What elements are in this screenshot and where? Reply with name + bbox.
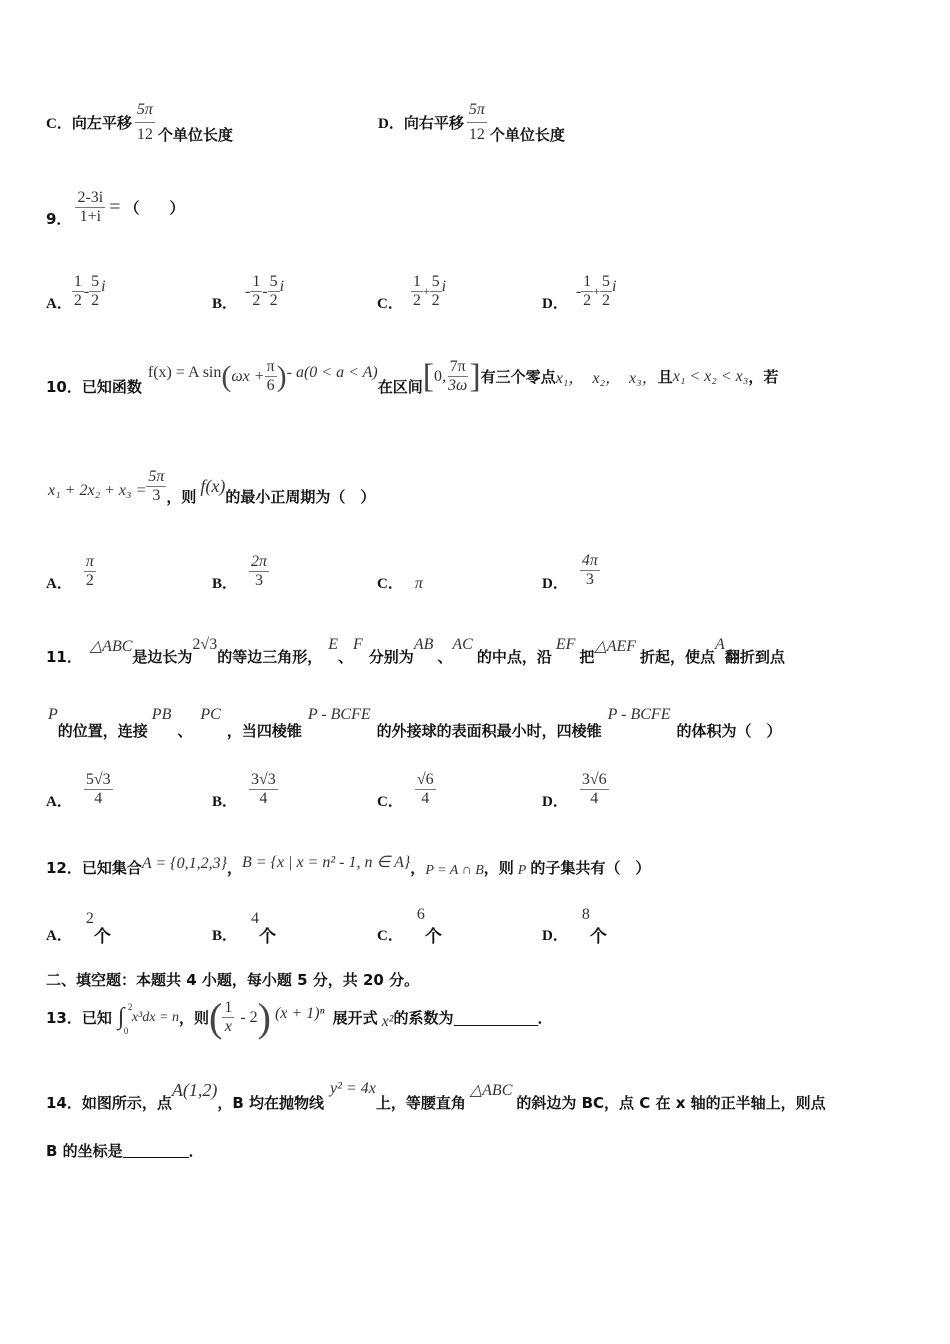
option-unit: 个 bbox=[424, 927, 442, 947]
option-label: A． bbox=[46, 928, 72, 944]
question-text: 的中点，沿 bbox=[476, 648, 552, 666]
option-label: B． bbox=[212, 296, 238, 312]
fraction: $\frac{5}{2}$ bbox=[269, 272, 278, 309]
fraction: $\frac{\pi}{6}$ bbox=[266, 357, 275, 394]
question-text: 的外接球的表面积最小时，四棱锥 bbox=[376, 722, 602, 740]
integral-upper-bound: 2 bbox=[127, 1001, 133, 1012]
answer-paren: （ ） bbox=[124, 199, 185, 217]
q10-option-c bbox=[377, 550, 423, 593]
operator: - bbox=[83, 282, 90, 300]
option-prefix: 向右平移 bbox=[403, 114, 464, 132]
q10-option-b bbox=[212, 550, 269, 593]
segment-pc: PC bbox=[200, 706, 221, 723]
fraction: $\frac{1}{2}$ bbox=[252, 272, 261, 309]
option-unit: 个 bbox=[259, 927, 277, 947]
question-9 bbox=[46, 186, 185, 229]
option-value: 2 bbox=[85, 910, 94, 927]
option-label: C． bbox=[377, 576, 403, 592]
question-number: 11． bbox=[46, 648, 82, 666]
fraction: $\frac{5}{2}$ bbox=[431, 272, 440, 309]
set-p: P = A ∩ B bbox=[425, 863, 484, 878]
question-text: 如图所示，点 bbox=[81, 1094, 172, 1112]
question-text: 翻折到点 bbox=[724, 648, 785, 666]
separator: ， bbox=[410, 858, 426, 877]
right-paren: ) bbox=[276, 359, 287, 393]
option-label: C． bbox=[377, 794, 403, 810]
question-text: 上，等腰直角 bbox=[375, 1094, 466, 1112]
fraction: $\frac{3√6}{4}$ bbox=[581, 770, 607, 807]
right-paren: ) bbox=[257, 995, 271, 1040]
question-number: 9． bbox=[46, 210, 72, 228]
q10-option-d bbox=[542, 548, 600, 593]
q12-option-a bbox=[46, 910, 111, 947]
point-a: A(1,2) bbox=[171, 1080, 218, 1100]
minus-two: - 2 bbox=[240, 1008, 258, 1026]
question-text: 有三个零点 bbox=[480, 368, 556, 386]
option-label: B． bbox=[212, 576, 238, 592]
period: ． bbox=[537, 1009, 553, 1027]
point-e: E bbox=[328, 636, 338, 653]
sign: - bbox=[575, 282, 582, 300]
left-bracket: [ bbox=[422, 357, 435, 395]
separator: 、 bbox=[338, 648, 354, 666]
fraction: $\frac{5\pi}{3}$ bbox=[148, 467, 165, 504]
question-text: 的位置，连接 bbox=[57, 722, 148, 740]
fraction: $\frac{5}{2}$ bbox=[91, 272, 100, 309]
question-text: 的等边三角形， bbox=[217, 648, 323, 666]
pyramid-p-bcfe: P - BCFE bbox=[307, 706, 371, 723]
q11-option-c bbox=[377, 768, 436, 811]
set-a: A = {0,1,2,3} bbox=[141, 855, 227, 872]
q11-option-b bbox=[212, 768, 278, 811]
fraction: $\frac{7\pi}{3\omega}$ bbox=[448, 357, 468, 394]
question-text: ，则 bbox=[483, 858, 514, 877]
parabola-equation: y² = 4x bbox=[330, 1080, 376, 1097]
function-argument: ωx + bbox=[231, 367, 265, 385]
option-label: A． bbox=[46, 296, 72, 312]
binomial-power: (x + 1)ⁿ bbox=[274, 1004, 325, 1022]
option-label: D． bbox=[542, 576, 568, 592]
zero-sum-equation: x₁ + 2x₂ + x₃ = bbox=[48, 481, 147, 499]
imaginary-unit: i bbox=[101, 277, 106, 295]
option-label: B． bbox=[212, 794, 238, 810]
question-text: 的系数为 bbox=[393, 1009, 454, 1027]
q12-option-d bbox=[542, 906, 607, 947]
term-x-squared: x² bbox=[381, 1012, 394, 1030]
fraction: $\frac{2\pi}{3}$ bbox=[251, 552, 268, 589]
fraction: $\frac{5√3}{4}$ bbox=[85, 770, 111, 807]
separator: ， bbox=[226, 858, 242, 877]
question-number: 12． bbox=[46, 858, 82, 877]
question-text: ，B 均在抛物线 bbox=[217, 1094, 325, 1112]
question-text: 已知集合 bbox=[81, 858, 142, 877]
set-b: B = {x | x = n² - 1, n ∈ A} bbox=[241, 854, 411, 871]
q11-option-d bbox=[542, 768, 609, 811]
question-text: 折起，使点 bbox=[640, 648, 716, 666]
question-text: 在区间 bbox=[377, 378, 423, 396]
question-text: 把 bbox=[579, 648, 595, 666]
left-paren: ( bbox=[221, 359, 232, 393]
q9-option-b bbox=[212, 270, 284, 313]
operator: + bbox=[593, 284, 600, 298]
question-text: 的斜边为 BC，点 C 在 x 轴的正半轴上，则点 bbox=[516, 1094, 826, 1112]
integral-sign: ∫ 2 0 bbox=[117, 1001, 133, 1036]
q9-option-a bbox=[46, 270, 106, 313]
option-label: D． bbox=[542, 928, 568, 944]
option-label: D． bbox=[542, 794, 568, 810]
pyramid-p-bcfe: P - BCFE bbox=[607, 706, 671, 723]
fraction: $\frac{\pi}{2}$ bbox=[85, 552, 94, 589]
option-suffix: 个单位长度 bbox=[489, 126, 565, 144]
section-heading: 二、填空题：本题共 4 小题，每小题 5 分，共 20 分。 bbox=[46, 971, 420, 989]
fraction: $\frac{4\pi}{3}$ bbox=[581, 551, 598, 588]
triangle-abc: △ABC bbox=[89, 638, 133, 655]
question-text: 分别为 bbox=[368, 648, 414, 666]
period: ． bbox=[188, 1142, 204, 1160]
option-label: C． bbox=[46, 116, 72, 132]
fraction: $\frac{5\pi}{12}$ bbox=[136, 100, 153, 143]
question-text: ，则 bbox=[178, 1009, 209, 1027]
zero-order-inequality: x₁ < x₂ < x₃ bbox=[672, 367, 749, 385]
answer-blank[interactable] bbox=[123, 1143, 189, 1158]
integral-lower-bound: 0 bbox=[123, 1025, 129, 1036]
question-13 bbox=[46, 994, 553, 1041]
fraction: $\frac{√6}{4}$ bbox=[416, 770, 434, 807]
option-label: C． bbox=[377, 296, 403, 312]
option-value: π bbox=[414, 574, 423, 592]
imaginary-unit: i bbox=[279, 277, 285, 295]
question-text: B 的坐标是 bbox=[46, 1142, 123, 1160]
separator: 、 bbox=[437, 648, 453, 666]
question-text: 的子集共有（ ） bbox=[530, 858, 651, 877]
question-11-line-2 bbox=[48, 706, 781, 741]
question-number: 13． bbox=[46, 1009, 82, 1027]
fraction: $\frac{1}{x}$ bbox=[224, 998, 233, 1035]
fraction: $\frac{2-3i}{1+i}$ bbox=[77, 188, 104, 225]
option-value: 4 bbox=[251, 910, 260, 927]
question-text: ，当四棱锥 bbox=[226, 722, 302, 740]
zero-x1: x₁， bbox=[555, 370, 585, 387]
side-length: 2√3 bbox=[192, 636, 218, 653]
option-label: D． bbox=[542, 296, 568, 312]
question-14-line-1 bbox=[46, 1080, 826, 1113]
question-text: 的体积为（ ） bbox=[676, 722, 782, 740]
fraction: $\frac{1}{2}$ bbox=[412, 272, 421, 309]
fraction: $\frac{1}{2}$ bbox=[583, 272, 592, 309]
option-label: D． bbox=[378, 116, 404, 132]
function-condition: - a(0 < a < A) bbox=[286, 363, 378, 381]
sign: - bbox=[245, 282, 251, 300]
imaginary-unit: i bbox=[611, 277, 617, 295]
segment-ac: AC bbox=[452, 636, 473, 653]
option-label: C． bbox=[377, 928, 403, 944]
option-value: 6 bbox=[416, 906, 425, 923]
triangle-aef: △AEF bbox=[594, 638, 637, 655]
option-label: B． bbox=[212, 928, 238, 944]
option-label: A． bbox=[46, 794, 72, 810]
question-number: 14． bbox=[46, 1094, 82, 1112]
q10-option-a bbox=[46, 550, 96, 593]
point-p: P bbox=[48, 706, 58, 723]
q8-option-d bbox=[378, 100, 565, 145]
fraction: $\frac{3√3}{4}$ bbox=[251, 770, 276, 807]
q9-option-d bbox=[542, 270, 616, 313]
q11-option-a bbox=[46, 768, 113, 811]
set-p-symbol: P bbox=[517, 863, 527, 878]
question-12 bbox=[46, 855, 650, 879]
operator: + bbox=[422, 284, 430, 298]
question-text: ，则 bbox=[166, 488, 197, 506]
question-text: 已知函数 bbox=[81, 378, 142, 396]
question-text: 是边长为 bbox=[132, 648, 193, 666]
question-text: 已知 bbox=[81, 1009, 112, 1027]
fraction: $\frac{1}{2}$ bbox=[73, 272, 82, 309]
q12-option-b bbox=[212, 910, 276, 947]
separator: 、 bbox=[177, 722, 193, 740]
option-suffix: 个单位长度 bbox=[157, 126, 233, 144]
option-label: A． bbox=[46, 576, 72, 592]
segment-pb: PB bbox=[151, 706, 172, 723]
question-11-line-1 bbox=[46, 636, 785, 667]
question-text: 的最小正周期为（ ） bbox=[225, 488, 376, 506]
right-bracket: ] bbox=[469, 357, 481, 395]
zero-x2: x₂， bbox=[592, 370, 622, 387]
question-text: ，若 bbox=[748, 368, 779, 386]
q8-option-c bbox=[46, 100, 233, 145]
question-text: 且 bbox=[657, 368, 673, 386]
integrand: x³dx = n bbox=[131, 1009, 179, 1025]
point-f: F bbox=[353, 636, 363, 653]
question-14-line-2 bbox=[46, 1140, 204, 1161]
zero-x3: x₃， bbox=[629, 370, 658, 387]
segment-ef: EF bbox=[555, 636, 576, 653]
function-expression: f(x) = A sin bbox=[147, 363, 222, 381]
option-prefix: 向左平移 bbox=[71, 114, 132, 132]
function-name: f(x) bbox=[200, 476, 226, 496]
left-paren: ( bbox=[208, 995, 223, 1040]
question-10-line-1 bbox=[46, 356, 778, 397]
segment-ab: AB bbox=[413, 636, 434, 653]
triangle-abc: △ABC bbox=[469, 1082, 513, 1099]
q12-option-c bbox=[377, 906, 442, 947]
fraction: $\frac{5\pi}{12}$ bbox=[468, 100, 485, 143]
option-value: 8 bbox=[581, 906, 590, 923]
option-unit: 个 bbox=[589, 927, 607, 947]
imaginary-unit: i bbox=[441, 277, 447, 295]
point-a: A bbox=[715, 636, 725, 653]
answer-blank[interactable] bbox=[454, 1009, 538, 1026]
fraction: $\frac{5}{2}$ bbox=[601, 272, 610, 309]
interval-start: 0, bbox=[434, 367, 447, 385]
operator: - bbox=[262, 282, 268, 300]
question-number: 10． bbox=[46, 378, 82, 396]
question-text: 展开式 bbox=[332, 1009, 378, 1027]
equals-sign: = bbox=[109, 196, 121, 218]
question-10-line-2 bbox=[48, 466, 375, 507]
option-unit: 个 bbox=[93, 927, 111, 947]
q9-option-c bbox=[377, 270, 446, 313]
